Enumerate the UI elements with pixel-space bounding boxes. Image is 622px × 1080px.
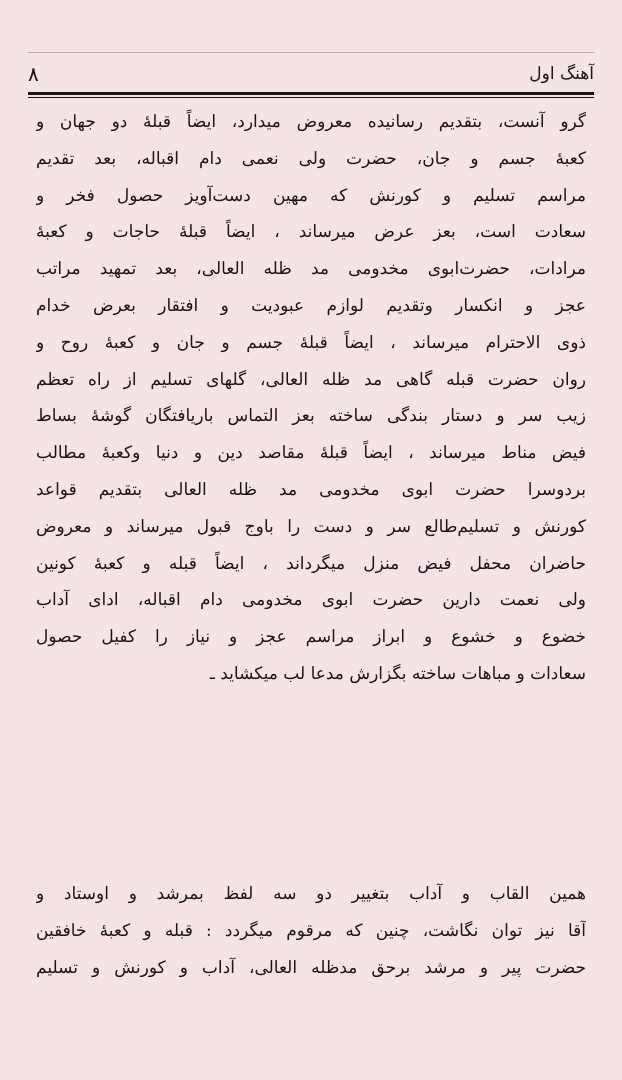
text-line: ذوی الاحترام میرساند ، ایضاً قبلهٔ جسم و جان و کعبهٔ روح و — [36, 332, 586, 353]
text-line: حاضران محفل فیض منزل میگرداند ، ایضاً قبله و کعبهٔ کونین — [36, 553, 586, 574]
top-thin-rule — [28, 52, 594, 53]
text-line: زیب سر و دستار بندگی ساخته بعز التماس باریافتگان گوشهٔ بساط — [36, 406, 586, 427]
text-line: بردوسرا حضرت ابوی مخدومی مد ظله العالی بتقدیم قواعد — [36, 479, 586, 500]
header-thick-rule — [28, 92, 594, 95]
page-header — [28, 58, 594, 90]
text-line: فیض مناط میرساند ، ایضاً قبلهٔ مقاصد دین و دنیا وکعبهٔ مطالب — [36, 443, 586, 464]
text-line: مرادات، حضرت‌ابوی مخدومی مد ظله العالی، بعد تمهید مراتب — [36, 259, 586, 280]
text-line: گرو آنست، بتقدیم رسانیده معروض میدارد، ایضاً قبلهٔ دو جهان و — [36, 112, 586, 132]
text-line: حضرت پیر و مرشد برحق مدظله العالی، آداب و کورنش و تسلیم — [36, 957, 586, 978]
running-title: آهنگ اول — [529, 64, 594, 84]
paragraph-2 — [36, 876, 586, 986]
text-line: مراسم تسلیم و کورنش که مهین دست‌آویز حصول فخر و — [36, 185, 586, 206]
text-line: همین القاب و آداب بتغییر دو سه لفظ بمرشد و اوستاد و — [36, 884, 586, 904]
paragraph-1 — [36, 104, 586, 693]
text-line: سعادات و مباهات ساخته بگزارش مدعا لب میکشاید ـ — [209, 663, 586, 684]
text-line: کورنش و تسلیم‌طالع سر و دست را باوج قبول میرساند و معروض — [36, 516, 586, 537]
header-double-rule — [28, 97, 594, 98]
text-line: عجز و انکسار وتقدیم لوازم عبودیت و افتقار بعرض خدام — [36, 295, 586, 316]
text-line: ولی نعمت دارین حضرت ابوی مخدومی دام اقباله، ادای آداب — [36, 590, 586, 611]
text-line: خضوع و خشوع و ابراز مراسم عجز و نیاز را کفیل حصول — [36, 627, 586, 648]
page-number: ٨ — [28, 62, 39, 86]
text-line: روان حضرت قبله گاهی مد ظله العالی، گلهای تسلیم از راه تعظم — [36, 369, 586, 390]
text-line: آقا نیز توان نگاشت، چنین که مرقوم میگردد : قبله و کعبهٔ خافقین — [36, 920, 586, 941]
text-line: سعادت است، بعز عرض میرساند ، ایضاً قبلهٔ حاجات و کعبهٔ — [36, 222, 586, 243]
text-line: کعبهٔ جسم و جان، حضرت ولی نعمی دام اقباله، بعد تقدیم — [36, 148, 586, 169]
